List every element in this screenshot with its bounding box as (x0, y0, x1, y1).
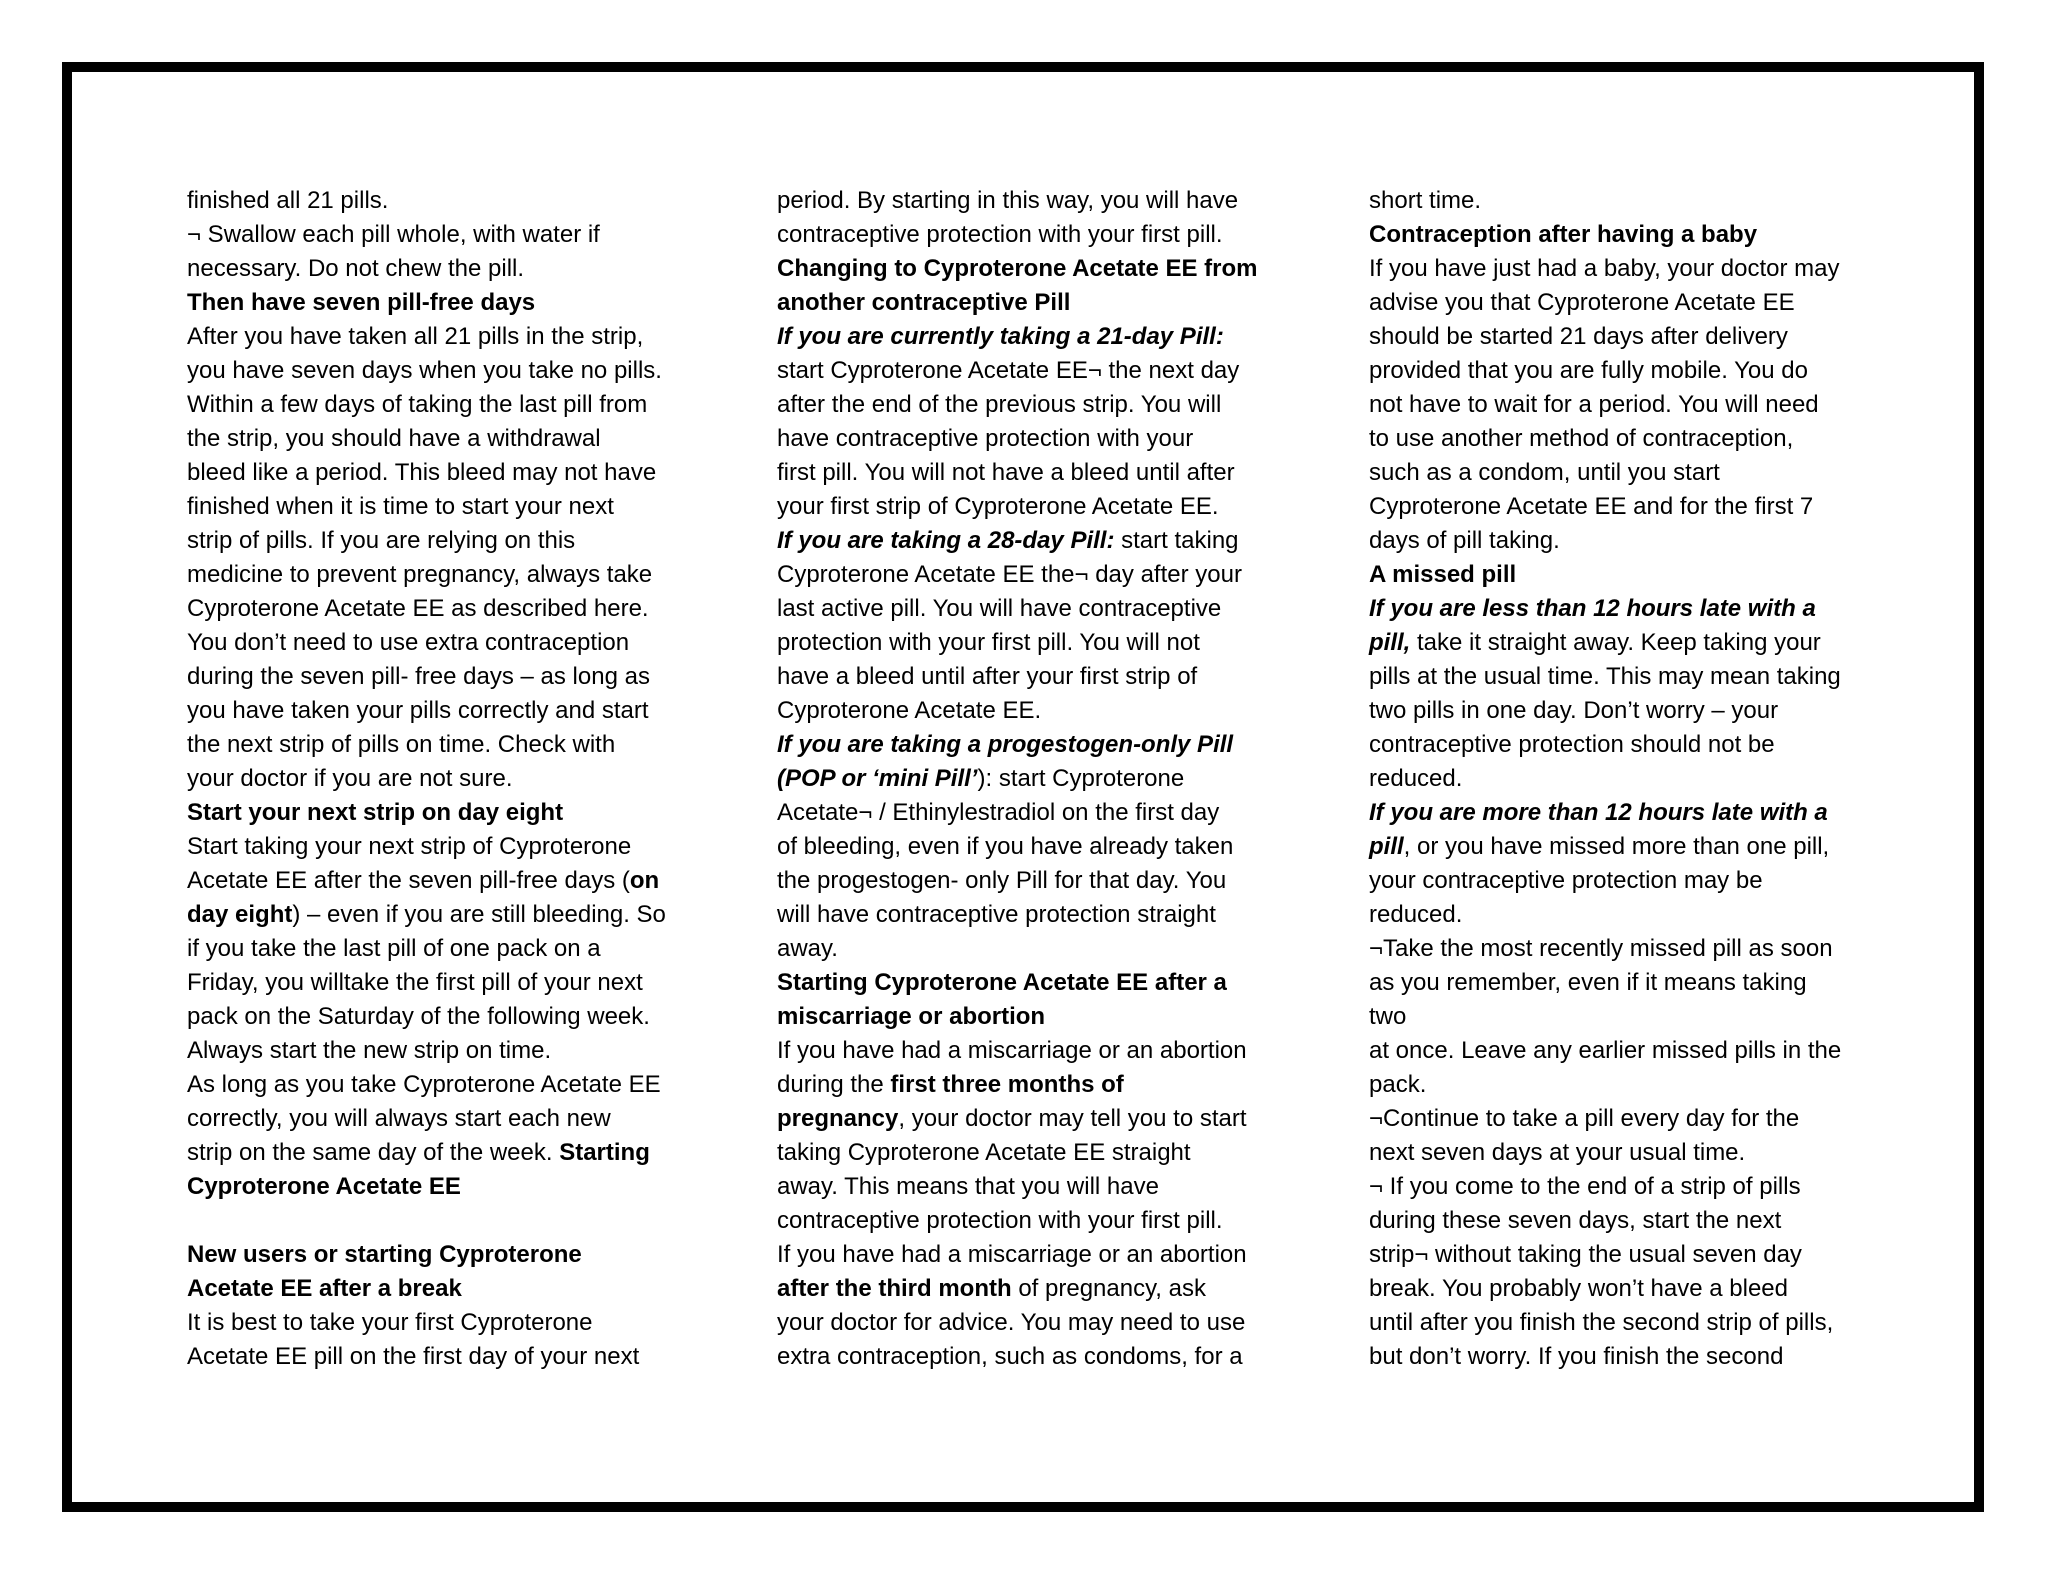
body-text: your first strip of Cyproterone Acetate EE. (777, 493, 1219, 520)
text-line (777, 1170, 1258, 1204)
text-line (777, 966, 1258, 1000)
body-text: ): start Cyproterone (977, 765, 1185, 792)
body-text: pills at the usual time. This may mean taking (1369, 663, 1841, 690)
text-line (777, 490, 1258, 524)
text-line (187, 592, 666, 626)
text-line (187, 694, 666, 728)
body-text: , or you have missed more than one pill, (1403, 833, 1830, 860)
body-text: of pregnancy, ask (1011, 1275, 1206, 1302)
text-line (187, 286, 666, 320)
text-line (187, 1136, 666, 1170)
text-line (187, 1204, 666, 1238)
bold-text: another contraceptive Pill (777, 289, 1071, 316)
text-line (187, 728, 666, 762)
text-line (777, 286, 1258, 320)
text-line (187, 252, 666, 286)
text-line (777, 1306, 1258, 1340)
bold-text: Contraception after having a baby (1369, 221, 1758, 248)
bold-text: pregnancy (777, 1105, 899, 1132)
body-text: ¬Continue to take a pill every day for the (1369, 1105, 1800, 1132)
text-line (777, 354, 1258, 388)
text-line (1369, 354, 1841, 388)
text-line (187, 966, 666, 1000)
body-text: the strip, you should have a withdrawal (187, 425, 601, 452)
body-text: ¬ If you come to the end of a strip of pills (1369, 1173, 1801, 1200)
body-text: Cyproterone Acetate EE and for the first 7 (1369, 493, 1814, 520)
text-line (1369, 388, 1841, 422)
body-text: will have contraceptive protection straight (777, 901, 1216, 928)
body-text: finished all 21 pills. (187, 187, 389, 214)
bold-text: miscarriage or abortion (777, 1003, 1046, 1030)
body-text: after the end of the previous strip. You will (777, 391, 1222, 418)
text-line (777, 456, 1258, 490)
text-line (187, 388, 666, 422)
body-text: start taking (1114, 527, 1239, 554)
bold-text: first three months of (890, 1071, 1124, 1098)
text-column-3 (1369, 184, 1841, 1374)
text-line (1369, 218, 1841, 252)
text-line (1369, 728, 1841, 762)
body-text: the next strip of pills on time. Check with (187, 731, 616, 758)
text-line (1369, 1034, 1841, 1068)
text-line (187, 660, 666, 694)
body-text: If you have had a miscarriage or an abortion (777, 1037, 1247, 1064)
body-text: Acetate¬ / Ethinylestradiol on the first day (777, 799, 1220, 826)
text-line (1369, 1068, 1841, 1102)
text-line (1369, 422, 1841, 456)
text-line (1369, 694, 1841, 728)
text-line (187, 1170, 666, 1204)
body-text: As long as you take Cyproterone Acetate EE (187, 1071, 661, 1098)
body-text: have a bleed until after your first strip of (777, 663, 1198, 690)
text-line (187, 1034, 666, 1068)
text-line (187, 320, 666, 354)
body-text: Acetate EE pill on the first day of your next (187, 1343, 640, 1370)
body-text: the progestogen- only Pill for that day. You (777, 867, 1227, 894)
body-text: contraceptive protection should not be (1369, 731, 1775, 758)
text-line (777, 558, 1258, 592)
body-text: period. By starting in this way, you will have (777, 187, 1239, 214)
body-text: Cyproterone Acetate EE. (777, 697, 1042, 724)
body-text: If you have had a miscarriage or an abortion (777, 1241, 1247, 1268)
bold-text: Then have seven pill-free days (187, 289, 536, 316)
text-line (777, 830, 1258, 864)
bold-italic-text: pill (1369, 833, 1404, 860)
text-line (187, 1102, 666, 1136)
body-text: , your doctor may tell you to start (898, 1105, 1247, 1132)
body-text: It is best to take your first Cyproterone (187, 1309, 593, 1336)
text-line (777, 1204, 1258, 1238)
text-line (777, 1238, 1258, 1272)
text-line (1369, 864, 1841, 898)
text-line (187, 1000, 666, 1034)
text-line (1369, 830, 1841, 864)
body-text: taking Cyproterone Acetate EE straight (777, 1139, 1191, 1166)
text-line (187, 864, 666, 898)
body-text: Always start the new strip on time. (187, 1037, 552, 1064)
text-line (187, 796, 666, 830)
text-line (777, 1102, 1258, 1136)
body-text: Friday, you willtake the first pill of your next (187, 969, 643, 996)
body-text: last active pill. You will have contraceptive (777, 595, 1222, 622)
bold-text: Cyproterone Acetate EE (187, 1173, 461, 1200)
text-line (1369, 898, 1841, 932)
body-text: your doctor if you are not sure. (187, 765, 513, 792)
text-line (777, 252, 1258, 286)
body-text: pack on the Saturday of the following week. (187, 1003, 650, 1030)
body-text: two (1369, 1003, 1407, 1030)
text-line (1369, 1204, 1841, 1238)
text-line (777, 660, 1258, 694)
body-text: Cyproterone Acetate EE as described here. (187, 595, 649, 622)
text-line (1369, 762, 1841, 796)
body-text: to use another method of contraception, (1369, 425, 1794, 452)
bold-text: Starting Cyproterone Acetate EE after a (777, 969, 1227, 996)
text-line (187, 456, 666, 490)
bold-italic-text: If you are taking a 28-day Pill: (777, 527, 1115, 554)
body-text: extra contraception, such as condoms, for a (777, 1343, 1243, 1370)
body-text: If you have just had a baby, your doctor may (1369, 255, 1840, 282)
text-line (777, 1034, 1258, 1068)
text-line (1369, 286, 1841, 320)
text-line (1369, 966, 1841, 1000)
body-text: your contraceptive protection may be (1369, 867, 1763, 894)
body-text: Within a few days of taking the last pill from (187, 391, 648, 418)
text-line (187, 1272, 666, 1306)
text-line (1369, 932, 1841, 966)
bold-italic-text: pill, (1369, 629, 1411, 656)
text-line (1369, 558, 1841, 592)
body-text: of bleeding, even if you have already taken (777, 833, 1234, 860)
body-text: during these seven days, start the next (1369, 1207, 1782, 1234)
text-line (1369, 490, 1841, 524)
text-line (1369, 796, 1841, 830)
body-text: break. You probably won’t have a bleed (1369, 1275, 1788, 1302)
body-text: next seven days at your usual time. (1369, 1139, 1746, 1166)
text-line (777, 796, 1258, 830)
bold-italic-text: If you are currently taking a 21-day Pill: (777, 323, 1224, 350)
body-text: first pill. You will not have a bleed until after (777, 459, 1235, 486)
body-text: you have seven days when you take no pills. (187, 357, 662, 384)
body-text: as you remember, even if it means taking (1369, 969, 1807, 996)
text-line (187, 490, 666, 524)
text-line (1369, 1238, 1841, 1272)
body-text: strip on the same day of the week. (187, 1139, 560, 1166)
text-line (1369, 320, 1841, 354)
bold-text: New users or starting Cyproterone (187, 1241, 582, 1268)
text-line (777, 1068, 1258, 1102)
text-line (1369, 626, 1841, 660)
text-line (777, 864, 1258, 898)
text-line (1369, 1136, 1841, 1170)
body-text: medicine to prevent pregnancy, always take (187, 561, 653, 588)
text-line (187, 558, 666, 592)
body-text: advise you that Cyproterone Acetate EE (1369, 289, 1795, 316)
body-text: Acetate EE after the seven pill-free days ( (187, 867, 630, 894)
bold-text: on (629, 867, 660, 894)
text-line (777, 932, 1258, 966)
body-text: Cyproterone Acetate EE the¬ day after your (777, 561, 1242, 588)
body-text: short time. (1369, 187, 1482, 214)
text-line (187, 422, 666, 456)
body-text: After you have taken all 21 pills in the strip, (187, 323, 644, 350)
text-line (1369, 456, 1841, 490)
body-text: You don’t need to use extra contraception (187, 629, 630, 656)
body-text: two pills in one day. Don’t worry – your (1369, 697, 1779, 724)
text-line (777, 218, 1258, 252)
body-text: contraceptive protection with your first pill. (777, 221, 1223, 248)
bold-text: day eight (187, 901, 293, 928)
text-line (187, 830, 666, 864)
bold-italic-text: (POP or ‘mini Pill’ (777, 765, 978, 792)
body-text: during the seven pill- free days – as long as (187, 663, 650, 690)
body-text: at once. Leave any earlier missed pills in the (1369, 1037, 1842, 1064)
body-text: take it straight away. Keep taking your (1410, 629, 1821, 656)
body-text: necessary. Do not chew the pill. (187, 255, 525, 282)
body-text: if you take the last pill of one pack on a (187, 935, 601, 962)
text-line (1369, 592, 1841, 626)
text-line (1369, 524, 1841, 558)
text-line (1369, 1272, 1841, 1306)
text-line (187, 1068, 666, 1102)
bold-text: after the third month (777, 1275, 1012, 1302)
text-line (777, 898, 1258, 932)
text-line (1369, 252, 1841, 286)
body-text: Start taking your next strip of Cyproterone (187, 833, 632, 860)
body-text: away. This means that you will have (777, 1173, 1159, 1200)
text-line (777, 184, 1258, 218)
text-line (777, 592, 1258, 626)
text-line (187, 218, 666, 252)
body-text: should be started 21 days after delivery (1369, 323, 1788, 350)
text-line (1369, 1306, 1841, 1340)
bold-italic-text: If you are less than 12 hours late with a (1369, 595, 1816, 622)
text-line (1369, 1102, 1841, 1136)
body-text: but don’t worry. If you finish the second (1369, 1343, 1784, 1370)
body-text: bleed like a period. This bleed may not have (187, 459, 657, 486)
text-line (777, 1340, 1258, 1374)
bold-text: Start your next strip on day eight (187, 799, 564, 826)
text-line (187, 932, 666, 966)
text-line (777, 694, 1258, 728)
bold-text: Acetate EE after a break (187, 1275, 462, 1302)
text-line (1369, 1340, 1841, 1374)
text-line (187, 1306, 666, 1340)
body-text: reduced. (1369, 901, 1463, 928)
body-text: ¬ Swallow each pill whole, with water if (187, 221, 600, 248)
body-text: contraceptive protection with your first pill. (777, 1207, 1223, 1234)
body-text: ¬Take the most recently missed pill as soon (1369, 935, 1833, 962)
body-text: start Cyproterone Acetate EE¬ the next day (777, 357, 1240, 384)
body-text: days of pill taking. (1369, 527, 1560, 554)
body-text: away. (777, 935, 838, 962)
text-line (187, 184, 666, 218)
text-line (1369, 184, 1841, 218)
text-line (187, 762, 666, 796)
body-text: during the (777, 1071, 891, 1098)
body-text: provided that you are fully mobile. You do (1369, 357, 1808, 384)
text-line (187, 1340, 666, 1374)
text-line (1369, 660, 1841, 694)
text-line (777, 626, 1258, 660)
text-line (1369, 1170, 1841, 1204)
text-column-1 (187, 184, 666, 1374)
bold-text: A missed pill (1369, 561, 1517, 588)
text-line (777, 1272, 1258, 1306)
bold-italic-text: If you are taking a progestogen-only Pill (777, 731, 1234, 758)
body-text: not have to wait for a period. You will need (1369, 391, 1819, 418)
text-line (187, 898, 666, 932)
bold-italic-text: If you are more than 12 hours late with a (1369, 799, 1828, 826)
body-text: your doctor for advice. You may need to use (777, 1309, 1246, 1336)
text-line (187, 1238, 666, 1272)
text-line (777, 422, 1258, 456)
bold-text: Starting (559, 1139, 650, 1166)
body-text: such as a condom, until you start (1369, 459, 1720, 486)
text-line (777, 320, 1258, 354)
body-text: until after you finish the second strip of pills, (1369, 1309, 1834, 1336)
body-text: strip of pills. If you are relying on this (187, 527, 576, 554)
body-text: reduced. (1369, 765, 1463, 792)
text-line (187, 524, 666, 558)
text-line (777, 1136, 1258, 1170)
body-text: correctly, you will always start each new (187, 1105, 611, 1132)
text-line (187, 354, 666, 388)
text-line (1369, 1000, 1841, 1034)
body-text: finished when it is time to start your next (187, 493, 614, 520)
text-line (777, 388, 1258, 422)
text-line (777, 762, 1258, 796)
body-text: protection with your first pill. You will not (777, 629, 1200, 656)
text-line (777, 1000, 1258, 1034)
body-text: you have taken your pills correctly and start (187, 697, 649, 724)
text-line (777, 728, 1258, 762)
text-line (187, 626, 666, 660)
body-text: strip¬ without taking the usual seven day (1369, 1241, 1802, 1268)
body-text: ) – even if you are still bleeding. So (292, 901, 666, 928)
text-line (777, 524, 1258, 558)
text-column-2 (777, 184, 1258, 1374)
body-text: have contraceptive protection with your (777, 425, 1194, 452)
body-text: pack. (1369, 1071, 1427, 1098)
bold-text: Changing to Cyproterone Acetate EE from (777, 255, 1258, 282)
